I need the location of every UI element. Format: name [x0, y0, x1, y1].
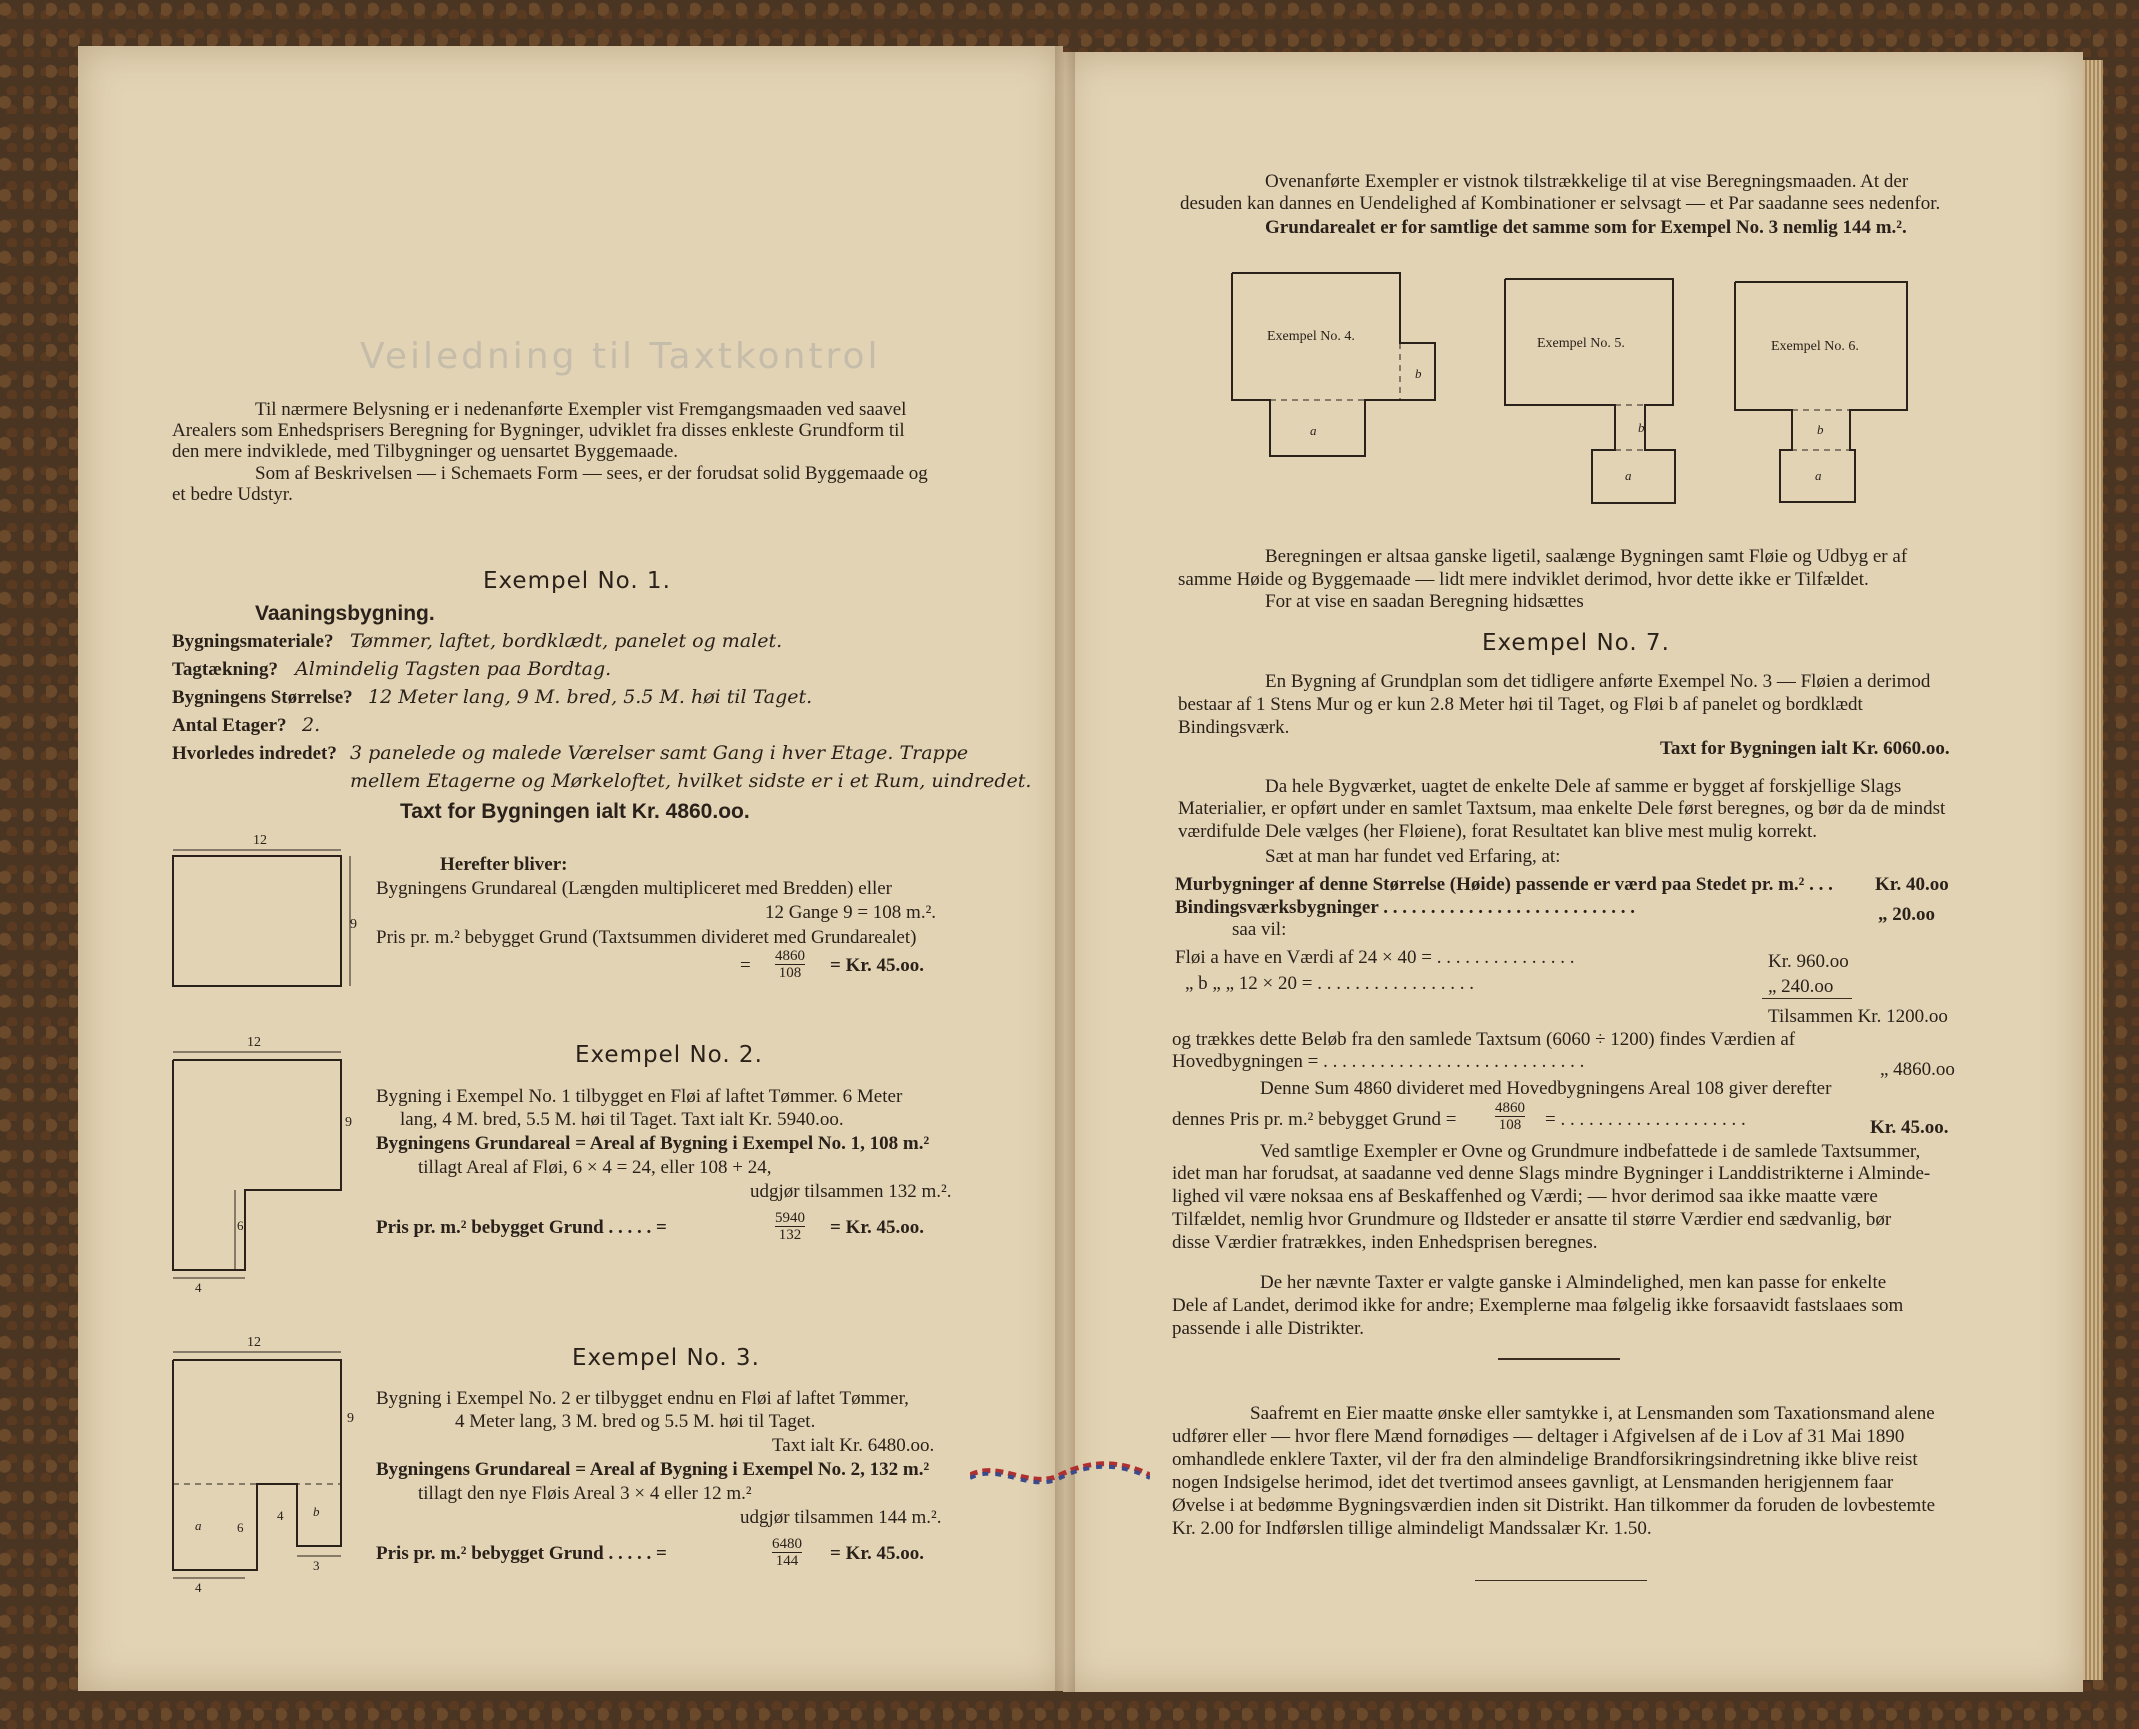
- ex7-p3: Ved samtlige Exempler er Ovne og Grundmure indbefattede i de samlede Taxtsummer,: [1260, 1141, 1921, 1162]
- mur-line: Murbygninger af denne Størrelse (Høide) passende er værd paa Stedet pr. m.² . . .: [1175, 874, 1833, 895]
- svg-text:a: a: [1310, 423, 1317, 438]
- intro-line: et bedre Udstyr.: [172, 484, 293, 505]
- ex3-line: Pris pr. m.² bebygget Grund . . . . . =: [376, 1543, 667, 1564]
- ex7-p3: lighed vil være noksaa ens af Beskaffenhed og Værdi; — hvor derimod saa ikke maatte være: [1172, 1186, 1878, 1207]
- example-4-plan: [1232, 273, 1435, 456]
- form-value: Tømmer, laftet, bordklædt, panelet og malet.: [350, 630, 783, 652]
- example-1-taxt: Taxt for Bygningen ialt Kr. 4860.oo.: [400, 800, 750, 823]
- svg-text:12: 12: [247, 1035, 261, 1050]
- svg-text:b: b: [1415, 366, 1422, 381]
- svg-text:a: a: [195, 1518, 202, 1533]
- svg-text:9: 9: [347, 1411, 354, 1426]
- equals-sign: =: [740, 955, 751, 976]
- ex7-p3: disse Værdier fratrækkes, inden Enhedsprisen beregnes.: [1172, 1232, 1598, 1253]
- svg-text:b: b: [313, 1504, 320, 1519]
- ex2-line: udgjør tilsammen 132 m.².: [750, 1181, 952, 1202]
- ex7-taxt: Taxt for Bygningen ialt Kr. 6060.oo.: [1660, 738, 1950, 759]
- intro-line: den mere indviklede, med Tilbygninger og uensartet Byggemaade.: [172, 441, 679, 462]
- bind-value: „ 20.oo: [1878, 904, 1935, 925]
- form-label: Antal Etager?: [172, 715, 287, 736]
- traekkes: og trækkes dette Beløb fra den samlede Taxtsum (6060 ÷ 1200) findes Værdien af: [1172, 1029, 1796, 1050]
- bottom-line: omhandlede enklere Taxter, vil der fra den almindelige Brandforsikringsindretning ikke blive reist: [1172, 1449, 1918, 1470]
- svg-text:3: 3: [313, 1558, 320, 1573]
- svg-text:Exempel No. 5.: Exempel No. 5.: [1537, 336, 1625, 351]
- intro-line: Som af Beskrivelsen — i Schemaets Form — sees, er der forudsat solid Byggemaade og: [255, 463, 928, 484]
- ex7-p2: Sæt at man har fundet ved Erfaring, at:: [1265, 846, 1561, 867]
- form-label: Tagtækning?: [172, 659, 278, 680]
- form-label: Bygningens Størrelse?: [172, 687, 353, 708]
- form-label: Bygningsmateriale?: [172, 631, 334, 652]
- svg-text:12: 12: [247, 1335, 261, 1350]
- ex7-p1: bestaar af 1 Stens Mur og er kun 2.8 Meter høi til Taget, og Fløi b af panelet og bordklædt: [1178, 694, 1863, 715]
- page-edges: [2083, 60, 2103, 1680]
- end-rule: [1475, 1580, 1647, 1581]
- ex7-p2: værdifulde Dele vælges (her Fløiene), forat Resultatet kan blive mest mulig korrekt.: [1178, 821, 1817, 842]
- svg-text:4: 4: [277, 1508, 284, 1523]
- top-line: desuden kan dannes en Uendelighed af Kombinationer er selvsagt — et Par saadanne sees nedenfor.: [1180, 193, 1941, 214]
- dennes-dots: = . . . . . . . . . . . . . . . . . . . .: [1545, 1109, 1746, 1130]
- svg-text:a: a: [1815, 468, 1822, 483]
- ex3-line: 4 Meter lang, 3 M. bred og 5.5 M. høi til Taget.: [455, 1411, 816, 1432]
- bottom-line: Øvelse i at bedømme Bygningsværdien inden sit Distrikt. Han tilkommer da foruden de lovbestemte: [1172, 1495, 1936, 1516]
- example-1-subtitle: Vaaningsbygning.: [255, 602, 435, 625]
- bottom-line: Saafremt en Eier maatte ønske eller samtykke i, at Lensmanden som Taxationsmand alene: [1250, 1403, 1935, 1424]
- ex3-line: tillagt den nye Fløis Areal 3 × 4 eller 12 m.²: [418, 1483, 752, 1504]
- hoved-value: „ 4860.oo: [1880, 1059, 1955, 1080]
- ex3-line: Bygningens Grundareal = Areal af Bygning i Exempel No. 2, 132 m.²: [376, 1459, 930, 1480]
- svg-text:6: 6: [237, 1218, 244, 1233]
- examples-4-6-plans: [1225, 270, 1985, 510]
- top-line: Grundarealet er for samtlige det samme som for Exempel No. 3 nemlig 144 m.².: [1265, 217, 1907, 238]
- example-1-plan: [165, 830, 365, 1000]
- svg-text:6: 6: [237, 1520, 244, 1535]
- example-1-title: Exempel No. 1.: [483, 568, 671, 594]
- example-6-plan: [1735, 282, 1907, 502]
- ex7-p1: Bindingsværk.: [1178, 717, 1290, 738]
- dennes-value: Kr. 45.oo.: [1870, 1117, 1949, 1138]
- ex2-line: Pris pr. m.² bebygget Grund . . . . . =: [376, 1217, 667, 1238]
- ex7-p3: Tilfældet, nemlig hvor Grundmure og Ildsteder er ansatte til større Værdier end sædvanlig, bør: [1172, 1209, 1892, 1230]
- mid-line: samme Høide og Byggemaade — lidt mere indviklet derimod, hvor dette ikke er Tilfældet.: [1178, 569, 1869, 590]
- bottom-line: nogen Indsigelse herimod, idet det tvertimod ansees gavnligt, at Lensmanden herigjennem faar: [1172, 1472, 1894, 1493]
- dim-label: 12: [253, 833, 267, 848]
- svg-text:Exempel No. 4.: Exempel No. 4.: [1267, 329, 1355, 344]
- ex3-fraction: $\frac{6480}{144}$: [772, 1536, 802, 1569]
- ex7-p2: Materialier, er opført under en samlet Taxtsum, maa enkelte Dele først beregnes, og bør da de mindst: [1178, 798, 1946, 819]
- ex2-fraction: $\frac{5940}{132}$: [775, 1210, 805, 1243]
- svg-text:Exempel No. 6.: Exempel No. 6.: [1771, 339, 1859, 354]
- ex7-fraction: $\frac{4860}{108}$: [1495, 1100, 1525, 1133]
- saa-vil: saa vil:: [1232, 919, 1287, 940]
- denne: Denne Sum 4860 divideret med Hovedbygningens Areal 108 giver derefter: [1260, 1078, 1832, 1099]
- ex3-result: = Kr. 45.oo.: [830, 1543, 925, 1564]
- ex7-p3: idet man har forudsat, at saadanne ved denne Slags mindre Bygninger i Landdistrikterne i Alminde-: [1172, 1163, 1931, 1184]
- example-7-title: Exempel No. 7.: [1482, 630, 1670, 656]
- example-3-plan: [165, 1330, 365, 1595]
- bottom-line: udfører eller — hvor flere Mænd fornødiges — deltager i Afgivelsen af de i Lov af 31 Mai 1890: [1172, 1426, 1905, 1447]
- binding-thread: [970, 1460, 1150, 1490]
- herefter: Herefter bliver:: [440, 854, 568, 875]
- example-2-plan: [165, 1030, 365, 1295]
- sum-rule: [1762, 998, 1852, 999]
- svg-text:4: 4: [195, 1580, 202, 1595]
- dim-label: 9: [350, 917, 357, 932]
- ex1-line: Pris pr. m.² bebygget Grund (Taxtsummen divideret med Grundarealet): [376, 927, 917, 948]
- ex7-p1: En Bygning af Grundplan som det tidligere anførte Exempel No. 3 — Fløien a derimod: [1265, 671, 1931, 692]
- example-3-title: Exempel No. 3.: [572, 1345, 760, 1371]
- floi-a: Fløi a have en Værdi af 24 × 40 = . . . . . . . . . . . . . . .: [1175, 947, 1575, 968]
- ex3-line: udgjør tilsammen 144 m.².: [740, 1507, 942, 1528]
- floi-a-value: Kr. 960.oo: [1768, 951, 1849, 972]
- hoved: Hovedbygningen = . . . . . . . . . . . . . . . . . . . . . . . . . . . .: [1172, 1051, 1585, 1072]
- ex2-line: lang, 4 M. bred, 5.5 M. høi til Taget. Taxt ialt Kr. 5940.oo.: [400, 1109, 844, 1130]
- intro-line: Arealers som Enhedsprisers Beregning for Bygninger, udviklet fra disses enkleste Grundform til: [172, 420, 905, 441]
- ex7-p3: De her nævnte Taxter er valgte ganske i Almindelighed, men kan passe for enkelte: [1260, 1272, 1887, 1293]
- ex2-line: Bygning i Exempel No. 1 tilbygget en Fløi af laftet Tømmer. 6 Meter: [376, 1086, 903, 1107]
- form-value: 3 panelede og malede Værelser samt Gang i hver Etage. Trappe: [350, 742, 969, 764]
- mur-value: Kr. 40.oo: [1875, 874, 1949, 895]
- bind-line: Bindingsværksbygninger . . . . . . . . . . . . . . . . . . . . . . . . . . .: [1175, 897, 1635, 918]
- top-line: Ovenanførte Exempler er vistnok tilstrækkelige til at vise Beregningsmaaden. At der: [1265, 171, 1909, 192]
- ex2-result: = Kr. 45.oo.: [830, 1217, 925, 1238]
- tilsammen: Tilsammen Kr. 1200.oo: [1768, 1006, 1948, 1027]
- svg-text:b: b: [1817, 422, 1824, 437]
- example-5-plan: [1505, 279, 1675, 505]
- svg-text:9: 9: [345, 1115, 352, 1130]
- svg-text:a: a: [1625, 468, 1632, 483]
- form-value: 12 Meter lang, 9 M. bred, 5.5 M. høi til Taget.: [368, 686, 813, 708]
- form-value: Almindelig Tagsten paa Bordtag.: [295, 658, 612, 680]
- ex3-line: Taxt ialt Kr. 6480.oo.: [772, 1435, 935, 1456]
- floi-b: „ b „ „ 12 × 20 = . . . . . . . . . . . . . . . . .: [1185, 973, 1474, 994]
- form-label: Hvorledes indredet?: [172, 743, 337, 764]
- ex7-p3: Dele af Landet, derimod ikke for andre; Exemplerne maa følgelig ikke forsaavidt fastslaaes som: [1172, 1295, 1904, 1316]
- bottom-line: Kr. 2.00 for Indførslen tillige almindeligt Mandssalær Kr. 1.50.: [1172, 1518, 1652, 1539]
- dennes: dennes Pris pr. m.² bebygget Grund =: [1172, 1109, 1457, 1130]
- mid-line: Beregningen er altsaa ganske ligetil, saalænge Bygningen samt Fløie og Udbyg er af: [1265, 546, 1908, 567]
- faded-heading: Veiledning til Taxtkontrol: [360, 336, 881, 377]
- ex1-line: Bygningens Grundareal (Længden multipliceret med Bredden) eller: [376, 878, 893, 899]
- floi-b-value: „ 240.oo: [1768, 976, 1834, 997]
- form-value: 2.: [302, 714, 321, 736]
- ex2-line: Bygningens Grundareal = Areal af Bygning i Exempel No. 1, 108 m.²: [376, 1133, 930, 1154]
- svg-text:4: 4: [195, 1280, 202, 1295]
- ex1-result: = Kr. 45.oo.: [830, 955, 925, 976]
- ex3-line: Bygning i Exempel No. 2 er tilbygget endnu en Fløi af laftet Tømmer,: [376, 1388, 909, 1409]
- ex7-p3: passende i alle Distrikter.: [1172, 1318, 1365, 1339]
- section-rule: [1498, 1358, 1620, 1360]
- svg-text:b: b: [1638, 420, 1645, 435]
- example-2-title: Exempel No. 2.: [575, 1042, 763, 1068]
- intro-line: Til nærmere Belysning er i nedenanførte Exempler vist Fremgangsmaaden ved saavel: [255, 399, 907, 420]
- ex1-line: 12 Gange 9 = 108 m.².: [765, 902, 937, 923]
- ex7-p2: Da hele Bygværket, uagtet de enkelte Dele af samme er bygget af forskjellige Slags: [1265, 776, 1902, 797]
- mid-line: For at vise en saadan Beregning hidsættes: [1265, 591, 1584, 612]
- ex2-line: tillagt Areal af Fløi, 6 × 4 = 24, eller 108 + 24,: [418, 1157, 772, 1178]
- book-gutter: [1055, 46, 1075, 1692]
- form-value: mellem Etagerne og Mørkeloftet, hvilket sidste er i et Rum, uindredet.: [350, 770, 1032, 792]
- ex1-fraction: $\frac{4860}{108}$: [775, 948, 805, 981]
